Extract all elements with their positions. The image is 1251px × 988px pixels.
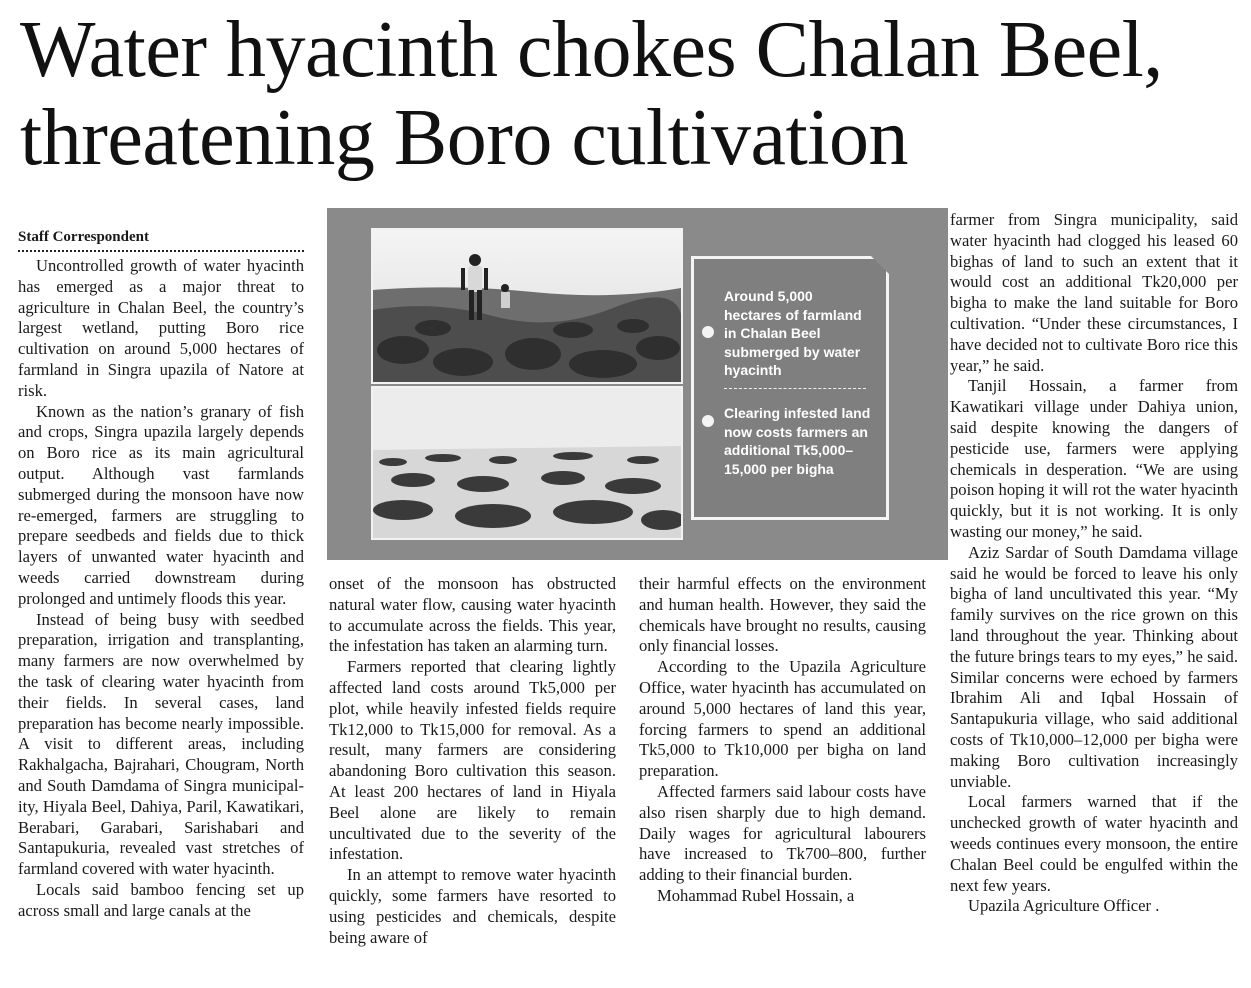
column-1 [18,228,304,922]
paragraph: Mohammad Rubel Hossain, a [657,885,855,905]
paragraph: onset of the monsoon has obstructed natural water flow, causing water hyacinth to accumulate across the fields. This year, the infestation has taken an alarming turn. [329,574,616,656]
infobox-text: Clearing infested land now costs farmers an additional Tk5,000–15,000 per bigha [724,405,871,477]
infobox-item [724,287,874,380]
paragraph: Farmers reported that clearing lightly affected land costs around Tk5,000 per plot, while heavily infested fields require Tk12,000 to Tk15,000 for removal. As a result, many farmers are considering abandoning Boro cultivation this season. At least 200 hectares of land in Hiyala Beel alone are likely to remain uncultivated due to the severity of the infestation. [329,657,616,864]
bullet-icon [702,326,714,338]
paragraph: Uncontrolled growth of water hyacinth has emerged as a major threat to agriculture in Chalan Beel, the country’s largest wetland, putting Boro rice cultivation on around 5,000 hectares of farmland in Singra upazila of Natore at risk. [18,256,304,400]
paragraph: Known as the nation’s granary of fish and crops, Singra upazila largely depends on Boro rice as its main agricultural output. Although vast farmlands submerged during the monsoon have now re-emerged, farmers are struggling to prepare seedbeds and fields due to thick layers of unwanted water hyacinth and weeds carried downstream during prolonged and untimely floods this year. [18,401,304,608]
paragraph: Aziz Sardar of South Damdama village said he would be forced to leave his only bigha of land uncultivated this year. “My family survives on the rice grown on this land throughout the year. Thinking about the future brings tears to my eyes,” he said. Similar concerns were echoed by farmers Ibrahim Ali and Iqbal Hossain of Santapukuria village, who said additional costs of Tk10,000–12,000 per bigha were making Boro cultivation increasingly unviable. [950,542,1238,791]
headline: Water hyacinth chokes Chalan Beel, threatening Boro cultivation [20,6,1163,182]
photo-farmers-in-field [371,228,683,384]
byline: Staff Correspondent [18,228,304,252]
infobox-divider [724,388,866,389]
column-4 [950,210,1238,917]
photo-panel [327,208,948,560]
photo-hyacinth-covered-land [371,386,683,540]
paragraph: Locals said bamboo fencing set up across small and large canals at the [18,879,304,920]
paragraph: Affected farmers said labour costs have also risen sharply due to high demand. Daily wages for agricultural labourers have increased to Tk700–800, further adding to their financial burden. [639,781,926,885]
infobox-corner-fold [871,256,889,274]
paragraph: Instead of being busy with seedbed preparation, irrigation and transplanting, many farmers are now overwhelmed by the task of clearing water hyacinth from their fields. In several cases, land preparation has become nearly impossible. A visit to different areas, including Rakhalgacha, Bajrahari, Chougram, North and South Damdama of Singra municipality, Hiyala Beel, Dahiya, Paril, Kawatikari, Berabari, Garabari, Sarishabari and Santapukuria, revealed vast stretches of farmland covered with water hyacinth. [18,609,304,879]
paragraph: According to the Upazila Agriculture Office, water hyacinth has accumulated on around 5,000 hectares of land this year, forcing farmers to spend an additional Tk5,000 to Tk10,000 per bigha on land preparation. [639,657,926,781]
paragraph: farmer from Singra municipality, said water hyacinth had clogged his leased 60 bighas of land to such an extent that it would cost an additional Tk20,000 per bigha to make the land suitable for Boro cultivation. “Under these circumstances, I have decided not to cultivate Boro rice this year,” he said. [950,210,1238,375]
paragraph: In an attempt to remove water hyacinth quickly, some farmers have resorted to using pesticides and chemicals, despite being aware of [329,865,616,947]
paragraph: Tanjil Hossain, a farmer from Kawatikari village under Dahiya union, said despite knowing the dangers of pesticide use, farmers were applying chemicals in desperation. “We are using poison hoping it will rot the water hyacinth quickly, but it is not working. It is only wasting our money,” he said. [950,376,1238,541]
paragraph: Upazila Agriculture Officer . [968,896,1160,916]
bullet-icon [702,415,714,427]
infobox-text: Around 5,000 hectares of farmland in Chalan Beel submerged by water hyacinth [724,288,862,378]
column-2 [329,574,616,948]
column-3 [639,574,926,907]
infobox [691,256,889,520]
infobox-item [724,404,874,478]
paragraph: their harmful effects on the environment and human health. However, they said the chemicals have brought no results, causing only financial losses. [639,574,926,656]
paragraph: Local farmers warned that if the unchecked growth of water hyacinth and weeds continues every monsoon, the entire Chalan Beel could be engulfed within the next few years. [950,792,1238,895]
